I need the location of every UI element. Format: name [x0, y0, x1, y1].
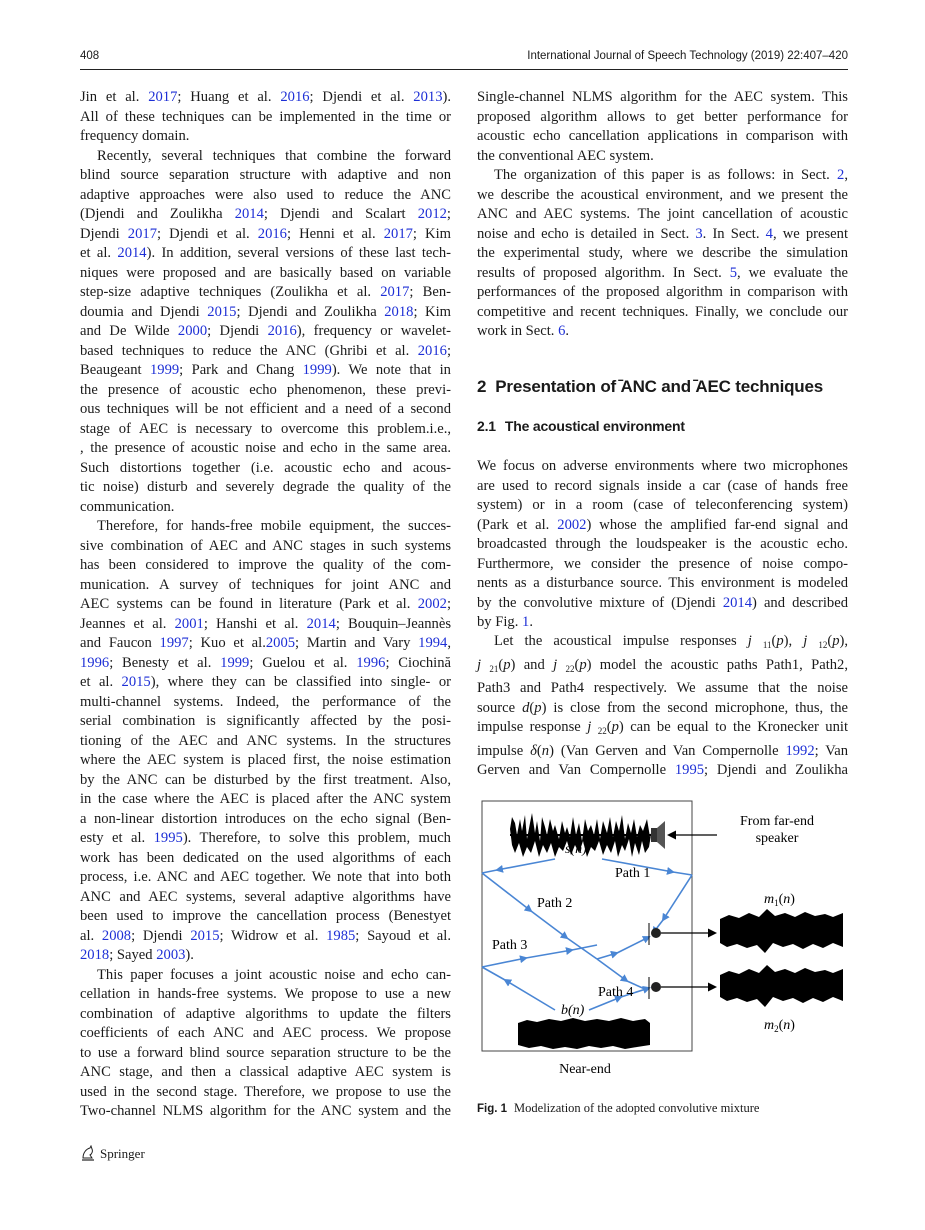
citation-link[interactable]: 2014	[117, 245, 147, 261]
citation-link[interactable]: 2018	[80, 947, 110, 963]
text-line: tic noise) disturb and severely degrade the quality of the	[80, 479, 451, 495]
text-line: ANC and AEC systems. The joint cancellation of acoustic	[477, 206, 848, 222]
citation-link[interactable]: 6	[558, 323, 566, 339]
noise-waveform	[518, 1018, 650, 1049]
mic2-signal-label: $m_2(n)$	[764, 1018, 795, 1034]
text-line: the presence of acoustic echo phenomenon, these previ-	[80, 381, 451, 398]
citation-link[interactable]: 3	[695, 225, 703, 242]
citation-link[interactable]: 1994	[418, 635, 448, 651]
text-line: and Faucon 1997; Kuo et al.2005; Martin and Vary 1994,	[80, 635, 451, 651]
text-line: results of proposed algorithm. In Sect. 5, we evaluate the	[477, 264, 848, 281]
left-column	[80, 88, 451, 1122]
text-line: sive combination of AEC and ANC stages in such systems	[80, 537, 451, 554]
right-column-environment	[477, 457, 848, 633]
convolutive-mixture-diagram	[477, 795, 857, 1095]
citation-link[interactable]: 2015	[207, 303, 237, 320]
text-line: This paper focuses a joint acoustic noise and echo can-	[97, 966, 451, 983]
text-line: The organization of this paper is as follows: in Sect. 2,	[494, 167, 848, 183]
microphone-2-icon	[649, 977, 661, 999]
text-line: Path3 and Path4 respectively. We assume that the noise	[477, 680, 848, 696]
citation-link[interactable]: 2001	[174, 615, 204, 632]
math-symbol: p	[503, 656, 511, 673]
citation-link[interactable]: 2017	[127, 225, 157, 242]
citation-link[interactable]: 2017	[380, 284, 410, 300]
citation-link[interactable]: 1996	[356, 654, 386, 671]
text-line: by the convolutive mixture of (Djendi 2014) and described	[477, 594, 848, 611]
text-line: serial combination is significantly affected by the posi-	[80, 713, 451, 729]
text-line: Jin et al. 2017; Huang et al. 2016; Djendi et al. 2013).	[80, 89, 451, 105]
citation-link[interactable]: 2015	[190, 927, 220, 944]
citation-link[interactable]: 2002	[557, 516, 587, 533]
subsection-title: The acoustical environment	[504, 418, 685, 434]
text-line: a non-linear distortion introduces on the echo signal (Ben-	[80, 810, 451, 827]
text-line: Beaugeant 1999; Park and Chang 1999). We note that in	[80, 362, 451, 378]
text-line: Such distortions together (i.e. acoustic echo and acous-	[80, 459, 451, 476]
text-line: been used to improve the cancellation process (Benestyet	[80, 908, 451, 924]
text-line: the conventional AEC system.	[477, 147, 654, 164]
text-line: Gerven and Van Compernolle 1995; Djendi and Zoulikha	[477, 762, 848, 778]
citation-link[interactable]: 2	[837, 167, 845, 183]
text-line: where the AEC system is placed first, the noise estimation	[80, 752, 451, 768]
text-line: Two-channel NLMS algorithm for the ANC system and the	[80, 1103, 451, 1119]
text-line: step-size adaptive techniques (Zoulikha et al. 2017; Ben-	[80, 284, 451, 300]
citation-link[interactable]: 2016	[267, 323, 297, 339]
text-line: (Park et al. 2002) whose the amplified far-end signal and	[477, 516, 848, 533]
citation-link[interactable]: 2000	[177, 323, 208, 339]
text-line: broadcasted through the loudspeaker is the acoustic echo.	[477, 536, 848, 552]
text-line: process, i.e. ANC and AEC together. We note that into both	[80, 869, 451, 885]
citation-link[interactable]: 4	[765, 225, 773, 242]
text-line: performances of the proposed algorithm in comparison with	[477, 284, 848, 300]
text-line: esty et al. 1995). Therefore, to solve this problem, much	[80, 830, 451, 846]
noise-label: b(n)	[561, 1003, 585, 1018]
text-line: Djendi 2017; Djendi et al. 2016; Henni et al. 2017; Kim	[80, 225, 451, 242]
text-line: niques were proposed and are basically based on variable	[80, 264, 451, 281]
text-line: al. 2008; Djendi 2015; Widrow et al. 1985; Sayoud et al.	[80, 927, 451, 944]
running-head	[80, 50, 848, 68]
text-line: acoustic echo cancellation applications in comparison with	[477, 128, 848, 144]
text-line: to use a forward blind source separation structure to be the	[80, 1044, 451, 1061]
text-line: and De Wilde 2000; Djendi 2016), frequency or wavelet-	[80, 323, 452, 339]
math-symbol: j $_{11}$	[747, 633, 772, 650]
text-line: tioning of the AEC and ANC systems. In the structures	[80, 732, 451, 749]
mic1-waveform	[720, 909, 843, 953]
math-symbol: d	[522, 699, 530, 716]
citation-link[interactable]: 1992	[785, 742, 815, 759]
text-line: has been considered to improve the quality of the com-	[80, 557, 451, 573]
text-line: 2018; Sayed 2003).	[80, 947, 194, 963]
text-line: competitive and recent techniques. Finally, we conclude our	[477, 303, 848, 320]
text-line: frequency domain.	[80, 128, 190, 144]
text-line: the experimental study, where we describe the simulation	[477, 245, 848, 261]
text-line: ANC stage, and then a classical adaptive AEC system is	[80, 1064, 451, 1080]
text-line: work has been dedicated on the used algorithms of each	[80, 849, 451, 866]
citation-link[interactable]: 1996	[80, 654, 110, 671]
path-2-label: Path 2	[537, 896, 573, 911]
text-line: multi-channel systems. Indeed, the performance of the	[80, 693, 451, 710]
text-line: in the case where the AEC is placed after the ANC system	[80, 791, 451, 807]
math-symbol: p	[579, 656, 587, 673]
text-line: based techniques to reduce the ANC (Ghribi et al. 2016;	[80, 342, 451, 359]
publisher-name: Springer	[100, 1146, 145, 1161]
citation-link[interactable]: 1999	[302, 362, 332, 378]
text-line: communication.	[80, 498, 175, 515]
near-end-label: Near-end	[559, 1062, 611, 1077]
text-line: AEC systems can be found in literature (Park et al. 2002;	[80, 596, 451, 612]
page-number: 408	[80, 50, 100, 62]
text-line: All of these techniques can be implemented in the time or	[80, 108, 451, 125]
text-line: Let the acoustical impulse responses j $_{11}$(p), j $_{12}$(p),	[494, 633, 848, 650]
text-line: nents as a disturbance source. This environment is modeled	[477, 575, 848, 591]
figure-1	[477, 795, 857, 1095]
text-line: work in Sect. 6.	[477, 323, 570, 339]
text-line: j $_{21}$(p) and j $_{22}$(p) model the acoustic paths Path1, Path2,	[477, 656, 848, 674]
text-line: cellation in hands-free systems. We propose to use a new	[80, 986, 451, 1002]
text-line: system) or in a room (case of teleconferencing system)	[477, 497, 848, 513]
citation-link[interactable]: 2002	[417, 596, 447, 612]
math-symbol: j $_{21}$	[477, 656, 499, 674]
math-symbol: p	[534, 699, 542, 716]
citation-link[interactable]: 2016	[417, 342, 447, 359]
text-line: proposed algorithm allows to get better performance for	[477, 108, 848, 125]
math-symbol: δ	[530, 742, 537, 759]
far-end-label: From far-end	[740, 814, 814, 829]
right-column-impulse	[477, 632, 848, 781]
text-line: Furthermore, we consider the presence of noise compo-	[477, 555, 848, 572]
citation-link[interactable]: 2003	[156, 947, 186, 963]
text-line: impulse δ(n) (Van Gerven and Van Compernolle 1992; Van	[477, 742, 848, 759]
section-heading	[477, 377, 823, 397]
citation-link[interactable]: 2005	[265, 635, 296, 651]
text-line: doumia and Djendi 2015; Djendi and Zoulikha 2018; Kim	[80, 303, 451, 320]
mic2-waveform	[720, 965, 843, 1007]
publisher-footer	[80, 1145, 145, 1163]
citation-link[interactable]: 1995	[674, 762, 705, 778]
math-symbol: p	[611, 719, 619, 735]
text-line: We focus on adverse environments where two microphones	[477, 458, 848, 474]
text-line: we describe the acoustical environment, and we present the	[477, 186, 848, 203]
right-column-intro	[477, 88, 848, 342]
text-line: stage of AEC is necessary to overcome this problem.i.e.,	[80, 420, 451, 437]
section-number: 2	[477, 377, 487, 396]
text-line: used in the second stage. Therefore, we propose to use the	[80, 1083, 451, 1100]
math-symbol: j $_{12}$	[803, 633, 828, 650]
text-line: Recently, several techniques that combine the forward	[97, 147, 451, 164]
caption-text: Modelization of the adopted convolutive mixture	[514, 1101, 760, 1115]
citation-link[interactable]: 1999	[149, 362, 180, 378]
header-rule	[80, 69, 848, 70]
citation-link[interactable]: 2018	[384, 303, 414, 320]
text-line: source d(p) is close from the second microphone, thus, the	[477, 699, 848, 716]
text-line: et al. 2014). In addition, several versions of these last tech-	[80, 245, 451, 261]
citation-link[interactable]: 1	[522, 614, 530, 630]
math-symbol: j $_{22}$	[553, 656, 575, 674]
section-title: Presentation of ̄ANC and ̄AEC techniques	[495, 377, 823, 396]
loudspeaker-icon	[651, 821, 665, 849]
text-line: et al. 2015), where they can be classified into single- or	[80, 674, 451, 690]
text-line: (Djendi and Zoulikha 2014; Djendi and Scalart 2012;	[80, 206, 451, 222]
path-3-label: Path 3	[492, 938, 528, 953]
citation-link[interactable]: 2017	[148, 89, 178, 105]
mic1-signal-label: $m_1(n)$	[764, 892, 795, 908]
math-symbol: p	[832, 633, 840, 649]
math-symbol: p	[776, 633, 784, 649]
path-1-label: Path 1	[615, 866, 651, 881]
figure-caption	[477, 1101, 759, 1116]
text-line: noise and echo is detailed in Sect. 3. In Sect. 4, we present	[477, 225, 849, 242]
text-line: blind source separation structure with adaptive and non	[80, 167, 451, 183]
text-line: 1996; Benesty et al. 1999; Guelou et al. 1996; Ciochină	[80, 654, 451, 671]
caption-label: Fig. 1	[477, 1103, 508, 1115]
speaker-label: speaker	[755, 831, 799, 846]
path-4-label: Path 4	[598, 985, 634, 1000]
journal-citation: International Journal of Speech Technology (2019) 22:407–420	[527, 50, 848, 62]
citation-link[interactable]: 2017	[383, 225, 413, 242]
text-line: Therefore, for hands-free mobile equipment, the succes-	[97, 518, 451, 534]
microphone-1-icon	[649, 923, 661, 945]
subsection-number: 2.1	[477, 418, 496, 434]
citation-link[interactable]: 2015	[121, 674, 151, 690]
math-symbol: n	[541, 742, 550, 759]
text-line: , the presence of acoustic noise and echo in the same area.	[80, 440, 451, 456]
text-line: combination of adaptive algorithms to update the filters	[80, 1005, 451, 1022]
citation-link[interactable]: 2008	[101, 927, 132, 944]
text-line: ous techniques will be not efficient and a need of a second	[80, 401, 451, 417]
citation-link[interactable]: 2016	[280, 89, 310, 105]
text-line: Jeannes et al. 2001; Hanshi et al. 2014; Bouquin–Jeannès	[80, 615, 451, 632]
source-label: s(n)	[565, 842, 587, 857]
text-line: impulse response j $_{22}$(p) can be equal to the Kronecker unit	[477, 719, 849, 736]
citation-link[interactable]: 5	[729, 264, 738, 281]
citation-link[interactable]: 1997	[159, 635, 189, 651]
springer-horse-icon	[80, 1145, 96, 1163]
citation-link[interactable]: 2016	[257, 225, 287, 242]
text-line: adaptive approaches were also used to reduce the ANC	[80, 186, 451, 203]
citation-link[interactable]: 1999	[220, 654, 250, 671]
citation-link[interactable]: 2014	[722, 594, 753, 611]
citation-link[interactable]: 2013	[413, 89, 443, 105]
text-line: coefficients of each ANC and AEC process. We propose	[80, 1025, 451, 1041]
citation-link[interactable]: 2012	[417, 206, 447, 222]
citation-link[interactable]: 2014	[234, 206, 264, 222]
citation-link[interactable]: 1985	[326, 927, 356, 944]
citation-link[interactable]: 1995	[153, 830, 183, 846]
text-line: by Fig. 1.	[477, 614, 533, 630]
citation-link[interactable]: 2014	[306, 615, 336, 632]
text-line: munication. A survey of techniques for joint ANC and	[80, 576, 451, 593]
text-line: by the ANC can be disturbed by the first treatment. Also,	[80, 771, 451, 788]
text-line: ANC and AEC systems, several adaptive algorithms have	[80, 888, 451, 905]
text-line: Single-channel NLMS algorithm for the AEC system. This	[477, 89, 848, 105]
math-symbol: j $_{22}$	[587, 719, 607, 736]
text-line: are used to record signals inside a car (case of hands free	[477, 477, 848, 494]
subsection-heading	[477, 418, 685, 434]
